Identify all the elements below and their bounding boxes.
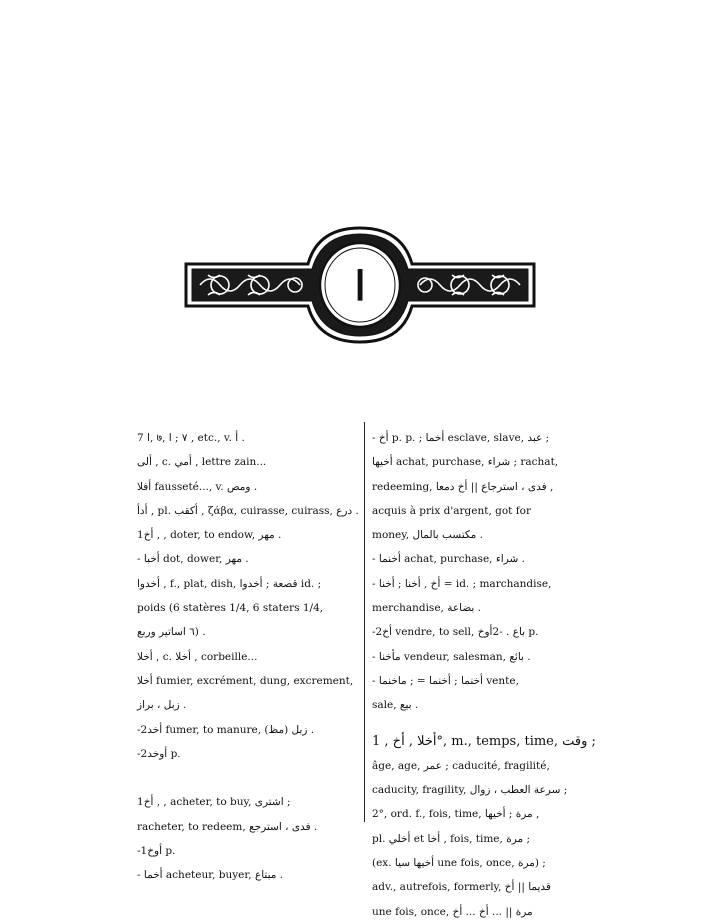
dictionary-line: une fois, once, مرة || ... أخ ... أخ	[372, 905, 533, 918]
dictionary-line: 1أخ , , doter, to endow, مهر .	[137, 529, 282, 542]
dictionary-line: - مأخنا vendeur, salesman, بائع .	[372, 650, 531, 663]
dictionary-line: أدأ , pl. أكقب , ζάβα, cuirasse, cuirass, درع .	[137, 504, 359, 517]
dictionary-line: - أخبا dot, dower, مهر .	[137, 553, 249, 566]
dictionary-line: ٦ اساتير وربع) .	[137, 626, 206, 639]
dictionary-line: merchandise, بضاعة .	[372, 602, 482, 615]
dictionary-line: caducity, fragility, سرعة العطب ، زوال ;	[372, 784, 568, 797]
dictionary-line: acquis à prix d'argent, got for	[372, 504, 531, 517]
dictionary-line: -2أوخد p.	[137, 747, 181, 760]
dictionary-line: 1أخ , , acheter, to buy, اشترى ;	[137, 796, 291, 809]
dictionary-line: racheter, to redeem, فدى ، استرجع .	[137, 820, 318, 833]
dictionary-line: redeeming, فدى ، استرجاع || أخ دمعا ,	[372, 480, 554, 493]
dictionary-line: pl. أخلي et أخا , fois, time, مرة ;	[372, 832, 531, 845]
entry-gap	[372, 718, 590, 730]
dictionary-line: أفلا fausseté..., v. ومص .	[137, 480, 258, 493]
dictionary-line: أخلا fumier, excrément, dung, excrement,	[137, 674, 354, 687]
dictionary-line: ا 7, ७, ٧ ; ا , etc., v. أ .	[137, 432, 245, 444]
dictionary-line: - أخما acheteur, buyer, مبتاع .	[137, 869, 284, 882]
entry-gap	[137, 766, 359, 790]
dictionary-line: أخدوا , f., plat, dish, قصعة ; أخدوا id. ;	[137, 577, 322, 590]
dictionary-line: 2°, ord. f., fois, time, مرة ; أخيها ,	[372, 808, 540, 821]
dictionary-line: أخيها achat, purchase, شراء ; rachat,	[372, 456, 559, 469]
dictionary-line: -2أخد fumer, to manure, (مظ) زبل .	[137, 723, 315, 736]
dictionary-line: - أخنما achat, purchase, شراء .	[372, 553, 525, 566]
dictionary-line: - أخ , أخنا ; أخنا = id. ; marchandise,	[372, 577, 552, 590]
dictionary-line: money, مكتسب بالمال .	[372, 529, 483, 542]
dictionary-line: sale, بيع .	[372, 699, 419, 712]
left-column	[137, 426, 359, 888]
dictionary-line: adv., autrefois, formerly, قديما || أخ	[372, 881, 551, 894]
dictionary-line: (ex. أخيها سيا une fois, once, مرة) ;	[372, 857, 546, 870]
dictionary-line: ألى , c. أمي , lettre zain...	[137, 456, 267, 469]
dictionary-line: زبل ، براز .	[137, 699, 187, 712]
ornamental-header-band	[180, 222, 540, 348]
section-letter: ا	[354, 263, 366, 310]
dictionary-line: -2أخ vendre, to sell, باع . -2أوخ p.	[372, 626, 539, 639]
dictionary-line: poids (6 statères 1/4, 6 staters 1/4,	[137, 602, 324, 615]
dictionary-line: أخلا , أخ , 1°, m., temps, time, وقت ;	[372, 733, 596, 749]
right-column	[372, 426, 596, 924]
dictionary-line: - أخ p. p. ; أخما esclave, slave, عبد ;	[372, 432, 550, 444]
column-divider	[364, 422, 365, 822]
dictionary-line: âge, age, عمر ; caducité, fragilité,	[372, 759, 550, 772]
dictionary-line: -1أوخ p.	[137, 845, 176, 858]
dictionary-line: - أخنما ; أخنما = ; ماخنما vente,	[372, 674, 519, 687]
dictionary-line: أخلا , c. أخلا , corbeille...	[137, 650, 258, 663]
